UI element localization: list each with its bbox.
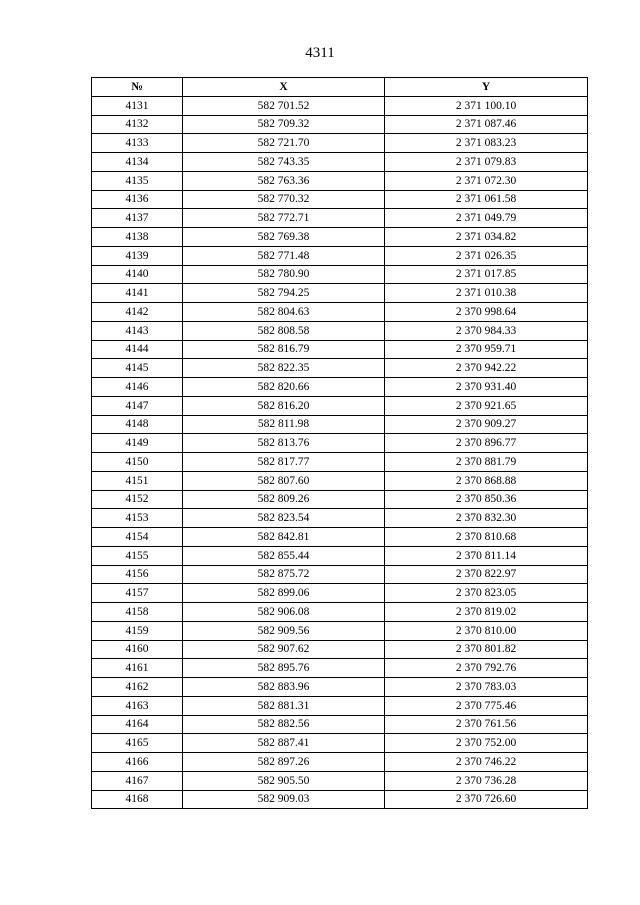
y-coordinate-cell: 2 370 752.00 xyxy=(385,734,588,753)
point-number-cell: 4162 xyxy=(92,678,183,697)
point-number-cell: 4139 xyxy=(92,246,183,265)
table-row xyxy=(92,565,588,584)
point-number-cell: 4143 xyxy=(92,321,183,340)
x-coordinate-cell: 582 842.81 xyxy=(183,528,385,547)
point-number-cell: 4132 xyxy=(92,115,183,134)
point-number-cell: 4167 xyxy=(92,771,183,790)
point-number-cell: 4168 xyxy=(92,790,183,809)
y-coordinate-cell: 2 370 942.22 xyxy=(385,359,588,378)
x-coordinate-cell: 582 816.20 xyxy=(183,396,385,415)
point-number-cell: 4152 xyxy=(92,490,183,509)
point-number-cell: 4157 xyxy=(92,584,183,603)
y-coordinate-cell: 2 371 083.23 xyxy=(385,134,588,153)
table-row xyxy=(92,153,588,172)
x-coordinate-cell: 582 807.60 xyxy=(183,471,385,490)
table-row xyxy=(92,228,588,247)
point-number-cell: 4135 xyxy=(92,171,183,190)
table-row xyxy=(92,321,588,340)
table-row xyxy=(92,509,588,528)
point-number-cell: 4134 xyxy=(92,153,183,172)
x-coordinate-cell: 582 881.31 xyxy=(183,696,385,715)
y-coordinate-cell: 2 370 746.22 xyxy=(385,753,588,772)
y-coordinate-cell: 2 370 819.02 xyxy=(385,603,588,622)
table-row xyxy=(92,415,588,434)
point-number-cell: 4146 xyxy=(92,378,183,397)
x-coordinate-cell: 582 794.25 xyxy=(183,284,385,303)
point-number-cell: 4144 xyxy=(92,340,183,359)
x-coordinate-cell: 582 709.32 xyxy=(183,115,385,134)
table-row xyxy=(92,528,588,547)
table-row xyxy=(92,678,588,697)
coordinates-table xyxy=(91,77,588,809)
y-coordinate-cell: 2 371 010.38 xyxy=(385,284,588,303)
point-number-cell: 4154 xyxy=(92,528,183,547)
point-number-cell: 4150 xyxy=(92,453,183,472)
table-row xyxy=(92,265,588,284)
y-coordinate-cell: 2 371 061.58 xyxy=(385,190,588,209)
table-row xyxy=(92,246,588,265)
x-coordinate-cell: 582 817.77 xyxy=(183,453,385,472)
table-row xyxy=(92,190,588,209)
table-row xyxy=(92,303,588,322)
x-coordinate-cell: 582 905.50 xyxy=(183,771,385,790)
x-coordinate-cell: 582 897.26 xyxy=(183,753,385,772)
table-row xyxy=(92,715,588,734)
x-coordinate-cell: 582 906.08 xyxy=(183,603,385,622)
point-number-cell: 4133 xyxy=(92,134,183,153)
table-row xyxy=(92,453,588,472)
y-coordinate-cell: 2 370 921.65 xyxy=(385,396,588,415)
y-coordinate-cell: 2 370 868.88 xyxy=(385,471,588,490)
point-number-cell: 4159 xyxy=(92,621,183,640)
y-coordinate-cell: 2 370 810.00 xyxy=(385,621,588,640)
y-coordinate-cell: 2 370 984.33 xyxy=(385,321,588,340)
point-number-cell: 4142 xyxy=(92,303,183,322)
table-row xyxy=(92,659,588,678)
table-header-row xyxy=(92,78,588,97)
x-coordinate-cell: 582 822.35 xyxy=(183,359,385,378)
y-coordinate-cell: 2 371 049.79 xyxy=(385,209,588,228)
x-coordinate-cell: 582 883.96 xyxy=(183,678,385,697)
header-x: X xyxy=(183,78,385,97)
table-row xyxy=(92,396,588,415)
x-coordinate-cell: 582 887.41 xyxy=(183,734,385,753)
point-number-cell: 4163 xyxy=(92,696,183,715)
table-row xyxy=(92,790,588,809)
x-coordinate-cell: 582 875.72 xyxy=(183,565,385,584)
table-row xyxy=(92,434,588,453)
point-number-cell: 4164 xyxy=(92,715,183,734)
y-coordinate-cell: 2 371 072.30 xyxy=(385,171,588,190)
y-coordinate-cell: 2 371 100.10 xyxy=(385,96,588,115)
table-row xyxy=(92,584,588,603)
table-body xyxy=(92,96,588,809)
x-coordinate-cell: 582 721.70 xyxy=(183,134,385,153)
table-row xyxy=(92,209,588,228)
y-coordinate-cell: 2 371 087.46 xyxy=(385,115,588,134)
table-row xyxy=(92,115,588,134)
table-row xyxy=(92,734,588,753)
point-number-cell: 4161 xyxy=(92,659,183,678)
table-row xyxy=(92,696,588,715)
table-row xyxy=(92,771,588,790)
x-coordinate-cell: 582 899.06 xyxy=(183,584,385,603)
y-coordinate-cell: 2 370 811.14 xyxy=(385,546,588,565)
table-row xyxy=(92,640,588,659)
table-row xyxy=(92,546,588,565)
x-coordinate-cell: 582 816.79 xyxy=(183,340,385,359)
table-row xyxy=(92,621,588,640)
x-coordinate-cell: 582 895.76 xyxy=(183,659,385,678)
y-coordinate-cell: 2 370 896.77 xyxy=(385,434,588,453)
point-number-cell: 4160 xyxy=(92,640,183,659)
y-coordinate-cell: 2 370 998.64 xyxy=(385,303,588,322)
x-coordinate-cell: 582 909.03 xyxy=(183,790,385,809)
point-number-cell: 4141 xyxy=(92,284,183,303)
y-coordinate-cell: 2 370 810.68 xyxy=(385,528,588,547)
x-coordinate-cell: 582 909.56 xyxy=(183,621,385,640)
y-coordinate-cell: 2 370 959.71 xyxy=(385,340,588,359)
point-number-cell: 4156 xyxy=(92,565,183,584)
point-number-cell: 4153 xyxy=(92,509,183,528)
point-number-cell: 4166 xyxy=(92,753,183,772)
y-coordinate-cell: 2 370 801.82 xyxy=(385,640,588,659)
y-coordinate-cell: 2 370 850.36 xyxy=(385,490,588,509)
y-coordinate-cell: 2 370 792.76 xyxy=(385,659,588,678)
page-number: 4311 xyxy=(305,45,335,61)
point-number-cell: 4165 xyxy=(92,734,183,753)
table-row xyxy=(92,340,588,359)
table-row xyxy=(92,603,588,622)
x-coordinate-cell: 582 811.98 xyxy=(183,415,385,434)
table-row xyxy=(92,284,588,303)
x-coordinate-cell: 582 820.66 xyxy=(183,378,385,397)
x-coordinate-cell: 582 808.58 xyxy=(183,321,385,340)
y-coordinate-cell: 2 370 822.97 xyxy=(385,565,588,584)
point-number-cell: 4151 xyxy=(92,471,183,490)
point-number-cell: 4145 xyxy=(92,359,183,378)
x-coordinate-cell: 582 770.32 xyxy=(183,190,385,209)
x-coordinate-cell: 582 855.44 xyxy=(183,546,385,565)
point-number-cell: 4140 xyxy=(92,265,183,284)
point-number-cell: 4136 xyxy=(92,190,183,209)
y-coordinate-cell: 2 370 823.05 xyxy=(385,584,588,603)
x-coordinate-cell: 582 882.56 xyxy=(183,715,385,734)
y-coordinate-cell: 2 370 832.30 xyxy=(385,509,588,528)
table-row xyxy=(92,134,588,153)
point-number-cell: 4155 xyxy=(92,546,183,565)
x-coordinate-cell: 582 813.76 xyxy=(183,434,385,453)
point-number-cell: 4137 xyxy=(92,209,183,228)
header-y: Y xyxy=(385,78,588,97)
point-number-cell: 4149 xyxy=(92,434,183,453)
table-row xyxy=(92,378,588,397)
y-coordinate-cell: 2 371 017.85 xyxy=(385,265,588,284)
y-coordinate-cell: 2 370 931.40 xyxy=(385,378,588,397)
x-coordinate-cell: 582 907.62 xyxy=(183,640,385,659)
x-coordinate-cell: 582 823.54 xyxy=(183,509,385,528)
x-coordinate-cell: 582 743.35 xyxy=(183,153,385,172)
header-number: № xyxy=(92,78,183,97)
point-number-cell: 4148 xyxy=(92,415,183,434)
x-coordinate-cell: 582 769.38 xyxy=(183,228,385,247)
table-row xyxy=(92,471,588,490)
y-coordinate-cell: 2 370 761.56 xyxy=(385,715,588,734)
x-coordinate-cell: 582 771.48 xyxy=(183,246,385,265)
x-coordinate-cell: 582 772.71 xyxy=(183,209,385,228)
y-coordinate-cell: 2 371 026.35 xyxy=(385,246,588,265)
table-row xyxy=(92,171,588,190)
y-coordinate-cell: 2 370 909.27 xyxy=(385,415,588,434)
y-coordinate-cell: 2 370 736.28 xyxy=(385,771,588,790)
x-coordinate-cell: 582 701.52 xyxy=(183,96,385,115)
point-number-cell: 4131 xyxy=(92,96,183,115)
table-row xyxy=(92,753,588,772)
x-coordinate-cell: 582 804.63 xyxy=(183,303,385,322)
table-row xyxy=(92,490,588,509)
x-coordinate-cell: 582 809.26 xyxy=(183,490,385,509)
y-coordinate-cell: 2 371 079.83 xyxy=(385,153,588,172)
y-coordinate-cell: 2 370 783.03 xyxy=(385,678,588,697)
y-coordinate-cell: 2 370 881.79 xyxy=(385,453,588,472)
y-coordinate-cell: 2 370 726.60 xyxy=(385,790,588,809)
x-coordinate-cell: 582 780.90 xyxy=(183,265,385,284)
table-row xyxy=(92,96,588,115)
y-coordinate-cell: 2 370 775.46 xyxy=(385,696,588,715)
point-number-cell: 4138 xyxy=(92,228,183,247)
table-row xyxy=(92,359,588,378)
point-number-cell: 4147 xyxy=(92,396,183,415)
point-number-cell: 4158 xyxy=(92,603,183,622)
y-coordinate-cell: 2 371 034.82 xyxy=(385,228,588,247)
x-coordinate-cell: 582 763.36 xyxy=(183,171,385,190)
